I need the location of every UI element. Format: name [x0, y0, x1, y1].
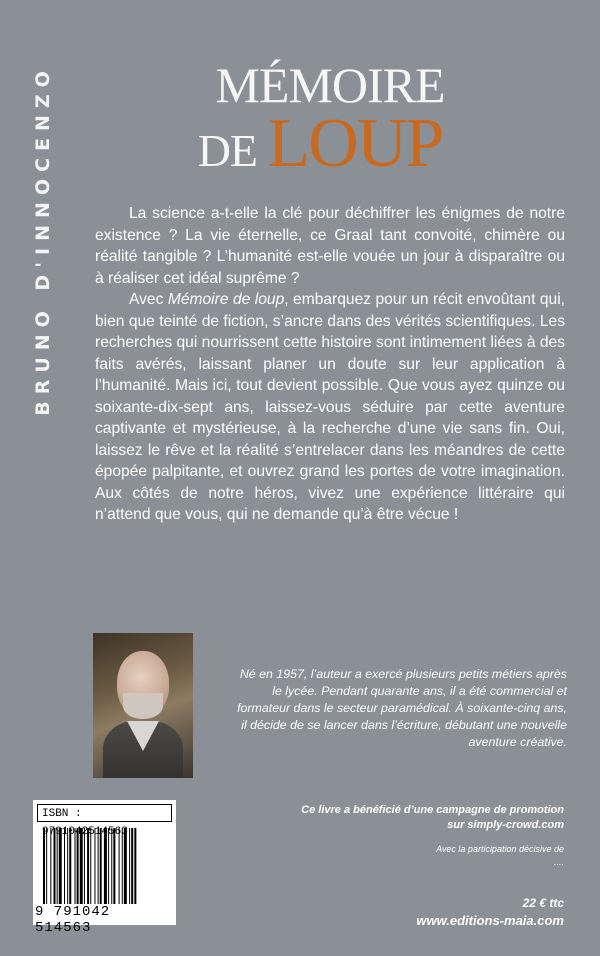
back-cover-summary	[95, 203, 565, 526]
publisher-website: www.editions-maia.com	[416, 913, 564, 928]
promo-line-2: sur simply-crowd.com	[447, 819, 564, 831]
book-title	[0, 57, 600, 192]
barcode-stripe	[113, 828, 115, 904]
participation-text	[264, 843, 564, 869]
barcode-stripe	[111, 828, 112, 904]
barcode-stripe	[108, 828, 109, 904]
barcode-stripe	[77, 828, 79, 904]
barcode-stripe	[104, 828, 107, 904]
barcode-stripe	[69, 828, 71, 904]
price: 22 € ttc	[522, 896, 564, 910]
barcode-stripe	[119, 828, 120, 904]
barcode-digits: 9 791042 514563	[35, 904, 111, 936]
barcode-stripe	[134, 828, 136, 904]
promo-text	[264, 803, 564, 833]
barcode-stripe	[100, 828, 102, 904]
participation-line-2: ....	[553, 857, 564, 867]
title-loup: LOUP	[267, 105, 443, 182]
summary-paragraph-1: La science a-t-elle la clé pour déchiffrer les énigmes de notre existence ? La vie éternelle, ce Graal tant convoité, chimère ou réalité tangible ? L’humanité est-elle vouée un jour à disparaître ou à réaliser cet idéal suprême ?	[95, 205, 565, 287]
barcode-stripe	[87, 828, 89, 904]
barcode-block	[33, 800, 176, 936]
barcode-stripe	[90, 828, 91, 904]
barcode-stripe	[54, 828, 56, 904]
barcode-stripe	[46, 828, 47, 904]
author-bio: Né en 1957, l’auteur a exercé plusieurs petits métiers après le lycée. Pendant quarante ans, il a été commercial et formateur dans le secteur paramédical. À soixante-cinq ans, il décide de se lancer dans l’écriture, débutant une nouvelle aventure créative.	[237, 667, 567, 749]
title-line-2	[0, 105, 600, 192]
author-name: BRUNO D'INNOCENZO	[32, 64, 54, 416]
barcode-stripe	[50, 828, 51, 904]
barcode-stripe	[131, 828, 133, 904]
barcode-stripe	[43, 828, 45, 904]
author-photo	[93, 633, 193, 778]
barcode-stripe	[64, 828, 65, 904]
photo-beard	[123, 693, 163, 719]
title-de: DE	[197, 125, 268, 176]
book-title-inline: Mémoire de loup	[167, 291, 285, 308]
isbn-label: ISBN :	[37, 804, 172, 822]
barcode-stripe	[84, 828, 85, 904]
summary-paragraph-2	[95, 289, 565, 526]
barcode-stripe	[94, 828, 95, 904]
promo-line-1: Ce livre a bénéficié d’une campagne de promotion	[301, 804, 564, 816]
barcode-icon	[43, 828, 171, 904]
summary-p2-before: Avec	[129, 291, 168, 308]
barcode-stripe	[122, 828, 123, 904]
barcode-stripe	[80, 828, 83, 904]
barcode-stripe	[57, 828, 58, 904]
barcode-stripe	[124, 828, 127, 904]
participation-line-1: Avec la participation décisive de	[436, 844, 564, 854]
barcode-stripe	[59, 828, 62, 904]
barcode-stripe	[75, 828, 76, 904]
barcode-stripe	[98, 828, 99, 904]
title-line-1: MÉMOIRE	[215, 57, 445, 113]
barcode-stripe	[129, 828, 130, 904]
barcode-stripe	[67, 828, 68, 904]
summary-p2-after: , embarquez pour un récit envoûtant qui, bien que teinté de fiction, s’ancre dans des vérités scientifiques. Les recherches qui nourrissent cette histoire sont intimement liées à des faits avérés, laissant planer un doute sur leur application à l’humanité. Mais ici, tout devient possible. Que vous ayez quinze ou soixante-dix-sept ans, laissez-vous séduire par cette aventure captivante et mystérieuse, à la recherche d’une vie sans fin. Oui, laissez le rêve et la réalité s’entrelacer dans les méandres de cette épopée palpitante, et ouvrez grand les portes de votre imagination. Aux côtés de notre héros, vivez une expérience littéraire qui n’attend que vous, qui ne demande qu’à être vécue !	[95, 291, 565, 523]
